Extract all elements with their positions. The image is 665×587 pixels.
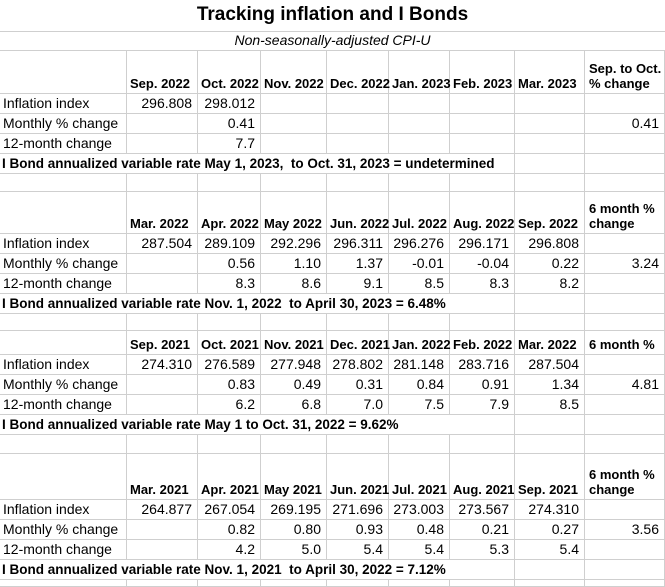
- cell-value: [389, 114, 450, 134]
- empty-cell: [198, 174, 261, 192]
- empty-cell: [261, 174, 327, 192]
- empty-cell: [515, 415, 585, 435]
- data-row: [0, 94, 665, 114]
- empty-cell: [515, 154, 585, 174]
- empty-cell: [585, 560, 665, 580]
- empty-cell: [127, 580, 198, 587]
- cell-value: 296.171: [450, 234, 515, 254]
- cell-value: 296.808: [127, 94, 198, 114]
- empty-cell: [585, 314, 665, 331]
- cell-value: 298.012: [198, 94, 261, 114]
- cell-value: 0.93: [327, 520, 389, 540]
- summary-cell-value: [585, 355, 665, 375]
- cell-value: [515, 114, 585, 134]
- ibond-rate-note: I Bond annualized variable rate May 1, 2023, to Oct. 31, 2023 = undetermined: [0, 154, 515, 174]
- cell-value: 8.6: [261, 274, 327, 294]
- column-header: Sep. 2021: [515, 454, 585, 500]
- spacer-row: [0, 435, 665, 454]
- cell-value: 0.56: [198, 254, 261, 274]
- summary-cell-value: [585, 500, 665, 520]
- column-header: Sep. 2021: [127, 331, 198, 355]
- cell-value: 8.3: [450, 274, 515, 294]
- column-header: Sep. 2022: [515, 192, 585, 234]
- cell-value: 267.054: [198, 500, 261, 520]
- cell-value: 292.296: [261, 234, 327, 254]
- cell-value: [127, 254, 198, 274]
- empty-cell: [389, 435, 450, 454]
- cell-value: 283.716: [450, 355, 515, 375]
- column-header: Jun. 2022: [327, 192, 389, 234]
- row-label-spacer: [0, 51, 127, 94]
- empty-cell: [389, 174, 450, 192]
- row-label-spacer: [0, 192, 127, 234]
- sections-container: [0, 51, 665, 587]
- column-header: Apr. 2021: [198, 454, 261, 500]
- cell-value: 274.310: [515, 500, 585, 520]
- cell-value: 264.877: [127, 500, 198, 520]
- row-label: Monthly % change: [0, 520, 127, 540]
- cell-value: 276.589: [198, 355, 261, 375]
- cell-value: [327, 134, 389, 154]
- cell-value: 0.31: [327, 375, 389, 395]
- summary-header-line: 6 month %: [589, 201, 655, 216]
- section-header-row: [0, 331, 665, 355]
- row-label: Inflation index: [0, 355, 127, 375]
- row-label-spacer: [0, 454, 127, 500]
- data-row: [0, 134, 665, 154]
- summary-header-line: 6 month %: [589, 467, 655, 482]
- cell-value: 8.5: [389, 274, 450, 294]
- cell-value: [327, 94, 389, 114]
- empty-cell: [198, 580, 261, 587]
- empty-cell: [0, 435, 127, 454]
- empty-cell: [261, 314, 327, 331]
- summary-cell-value: [585, 134, 665, 154]
- title-row: [0, 0, 665, 32]
- cell-value: 5.4: [389, 540, 450, 560]
- empty-cell: [389, 314, 450, 331]
- row-label: Monthly % change: [0, 375, 127, 395]
- summary-cell-value: [585, 94, 665, 114]
- empty-cell: [327, 314, 389, 331]
- section-header-row: [0, 51, 665, 94]
- cell-value: 1.34: [515, 375, 585, 395]
- empty-cell: [585, 174, 665, 192]
- cell-value: [327, 114, 389, 134]
- data-row: [0, 395, 665, 415]
- spacer-row: [0, 580, 665, 587]
- row-label: 12-month change: [0, 395, 127, 415]
- cell-value: 289.109: [198, 234, 261, 254]
- spacer-row: [0, 174, 665, 192]
- summary-cell-value: 4.81: [585, 375, 665, 395]
- summary-cell-value: [585, 274, 665, 294]
- section-header-row: [0, 454, 665, 500]
- empty-cell: [450, 314, 515, 331]
- empty-cell: [450, 435, 515, 454]
- cell-value: -0.01: [389, 254, 450, 274]
- column-header: Aug. 2021: [450, 454, 515, 500]
- column-header: Dec. 2021: [327, 331, 389, 355]
- cell-value: [450, 94, 515, 114]
- cell-value: 287.504: [127, 234, 198, 254]
- summary-cell-value: 0.41: [585, 114, 665, 134]
- cell-value: [127, 114, 198, 134]
- cell-value: [261, 114, 327, 134]
- column-header: Oct. 2021: [198, 331, 261, 355]
- ibond-rate-note: I Bond annualized variable rate Nov. 1, 2021 to April 30, 2022 = 7.12%: [0, 560, 515, 580]
- cell-value: 0.80: [261, 520, 327, 540]
- cell-value: [127, 274, 198, 294]
- empty-cell: [515, 560, 585, 580]
- summary-header-line: Sep. to Oct.: [589, 61, 662, 76]
- cell-value: 273.003: [389, 500, 450, 520]
- cell-value: 296.276: [389, 234, 450, 254]
- column-header: Oct. 2022: [198, 51, 261, 94]
- ibond-row: [0, 294, 665, 314]
- summary-cell-value: [585, 234, 665, 254]
- empty-cell: [327, 174, 389, 192]
- summary-cell-value: [585, 395, 665, 415]
- summary-header-line: % change: [589, 76, 650, 91]
- empty-cell: [389, 580, 450, 587]
- empty-cell: [515, 294, 585, 314]
- cell-value: 0.22: [515, 254, 585, 274]
- cell-value: 5.0: [261, 540, 327, 560]
- ibond-rate-note: I Bond annualized variable rate May 1 to Oct. 31, 2022 = 9.62%: [0, 415, 515, 435]
- row-label-spacer: [0, 331, 127, 355]
- column-header: Dec. 2022: [327, 51, 389, 94]
- row-label: Inflation index: [0, 234, 127, 254]
- empty-cell: [327, 580, 389, 587]
- cell-value: [261, 134, 327, 154]
- cell-value: 0.49: [261, 375, 327, 395]
- row-label: 12-month change: [0, 540, 127, 560]
- cell-value: 0.84: [389, 375, 450, 395]
- row-label: Monthly % change: [0, 254, 127, 274]
- ibond-row: [0, 154, 665, 174]
- column-header: Feb. 2022: [450, 331, 515, 355]
- cell-value: [127, 134, 198, 154]
- column-header: Mar. 2022: [515, 331, 585, 355]
- spacer-row: [0, 314, 665, 331]
- cell-value: 277.948: [261, 355, 327, 375]
- column-header: Sep. 2022: [127, 51, 198, 94]
- ibond-row: [0, 560, 665, 580]
- cell-value: 1.37: [327, 254, 389, 274]
- ibond-rate-note: I Bond annualized variable rate Nov. 1, 2022 to April 30, 2023 = 6.48%: [0, 294, 515, 314]
- cell-value: 4.2: [198, 540, 261, 560]
- cell-value: 8.5: [515, 395, 585, 415]
- cell-value: 281.148: [389, 355, 450, 375]
- cell-value: 7.0: [327, 395, 389, 415]
- cell-value: [127, 395, 198, 415]
- empty-cell: [585, 415, 665, 435]
- cell-value: 0.82: [198, 520, 261, 540]
- cell-value: 9.1: [327, 274, 389, 294]
- empty-cell: [0, 314, 127, 331]
- data-row: [0, 540, 665, 560]
- data-row: [0, 355, 665, 375]
- column-header: Jan. 2022: [389, 331, 450, 355]
- cell-value: 287.504: [515, 355, 585, 375]
- page-subtitle: Non-seasonally-adjusted CPI-U: [234, 32, 431, 48]
- empty-cell: [515, 174, 585, 192]
- row-label: 12-month change: [0, 274, 127, 294]
- row-label: 12-month change: [0, 134, 127, 154]
- summary-header-line: 6 month %: [589, 337, 655, 352]
- empty-cell: [327, 435, 389, 454]
- data-row: [0, 274, 665, 294]
- row-label: Inflation index: [0, 500, 127, 520]
- cell-value: 0.21: [450, 520, 515, 540]
- cell-value: 269.195: [261, 500, 327, 520]
- row-label: Monthly % change: [0, 114, 127, 134]
- empty-cell: [0, 174, 127, 192]
- summary-cell-value: 3.24: [585, 254, 665, 274]
- data-row: [0, 114, 665, 134]
- cell-value: 1.10: [261, 254, 327, 274]
- cell-value: [450, 134, 515, 154]
- cell-value: [389, 94, 450, 114]
- data-row: [0, 500, 665, 520]
- empty-cell: [515, 580, 585, 587]
- column-header: May 2021: [261, 454, 327, 500]
- cell-value: 0.91: [450, 375, 515, 395]
- cell-value: 271.696: [327, 500, 389, 520]
- cell-value: [515, 134, 585, 154]
- column-header: Jul. 2021: [389, 454, 450, 500]
- cell-value: [515, 94, 585, 114]
- column-header: Mar. 2021: [127, 454, 198, 500]
- cell-value: 6.2: [198, 395, 261, 415]
- column-header: Apr. 2022: [198, 192, 261, 234]
- empty-cell: [515, 435, 585, 454]
- column-header: Mar. 2022: [127, 192, 198, 234]
- cell-value: 5.3: [450, 540, 515, 560]
- empty-cell: [198, 435, 261, 454]
- cell-value: 8.2: [515, 274, 585, 294]
- empty-cell: [585, 294, 665, 314]
- data-row: [0, 375, 665, 395]
- empty-cell: [515, 314, 585, 331]
- summary-column-header: [585, 454, 665, 500]
- summary-column-header: [585, 331, 665, 355]
- summary-cell-value: 3.56: [585, 520, 665, 540]
- cell-value: [389, 134, 450, 154]
- cell-value: 0.48: [389, 520, 450, 540]
- cell-value: [127, 540, 198, 560]
- summary-column-header: [585, 51, 665, 94]
- data-row: [0, 234, 665, 254]
- cell-value: 0.27: [515, 520, 585, 540]
- cell-value: 8.3: [198, 274, 261, 294]
- cell-value: 296.808: [515, 234, 585, 254]
- cell-value: 0.83: [198, 375, 261, 395]
- empty-cell: [0, 580, 127, 587]
- cell-value: [261, 94, 327, 114]
- cell-value: -0.04: [450, 254, 515, 274]
- row-label: Inflation index: [0, 94, 127, 114]
- cell-value: 0.41: [198, 114, 261, 134]
- empty-cell: [261, 580, 327, 587]
- summary-header-line: change: [589, 482, 635, 497]
- data-row: [0, 254, 665, 274]
- summary-column-header: [585, 192, 665, 234]
- empty-cell: [450, 580, 515, 587]
- column-header: Mar. 2023: [515, 51, 585, 94]
- cell-value: 5.4: [327, 540, 389, 560]
- column-header: Jun. 2021: [327, 454, 389, 500]
- column-header: Feb. 2023: [450, 51, 515, 94]
- cell-value: 278.802: [327, 355, 389, 375]
- column-header: Jan. 2023: [389, 51, 450, 94]
- empty-cell: [585, 154, 665, 174]
- summary-header-line: change: [589, 216, 635, 231]
- cell-value: 296.311: [327, 234, 389, 254]
- cell-value: 273.567: [450, 500, 515, 520]
- empty-cell: [127, 174, 198, 192]
- column-header: Nov. 2022: [261, 51, 327, 94]
- empty-cell: [127, 314, 198, 331]
- column-header: Jul. 2022: [389, 192, 450, 234]
- section-header-row: [0, 192, 665, 234]
- empty-cell: [261, 435, 327, 454]
- cell-value: [127, 375, 198, 395]
- column-header: Aug. 2022: [450, 192, 515, 234]
- cell-value: 5.4: [515, 540, 585, 560]
- cell-value: 7.5: [389, 395, 450, 415]
- column-header: May 2022: [261, 192, 327, 234]
- cell-value: 7.9: [450, 395, 515, 415]
- subtitle-row: [0, 32, 665, 51]
- column-header: Nov. 2021: [261, 331, 327, 355]
- empty-cell: [198, 314, 261, 331]
- data-row: [0, 520, 665, 540]
- ibond-row: [0, 415, 665, 435]
- summary-cell-value: [585, 540, 665, 560]
- empty-cell: [585, 580, 665, 587]
- empty-cell: [127, 435, 198, 454]
- empty-cell: [450, 174, 515, 192]
- cell-value: 6.8: [261, 395, 327, 415]
- cell-value: [450, 114, 515, 134]
- empty-cell: [585, 435, 665, 454]
- cell-value: 274.310: [127, 355, 198, 375]
- page-title: Tracking inflation and I Bonds: [196, 4, 469, 25]
- cell-value: [127, 520, 198, 540]
- cell-value: 7.7: [198, 134, 261, 154]
